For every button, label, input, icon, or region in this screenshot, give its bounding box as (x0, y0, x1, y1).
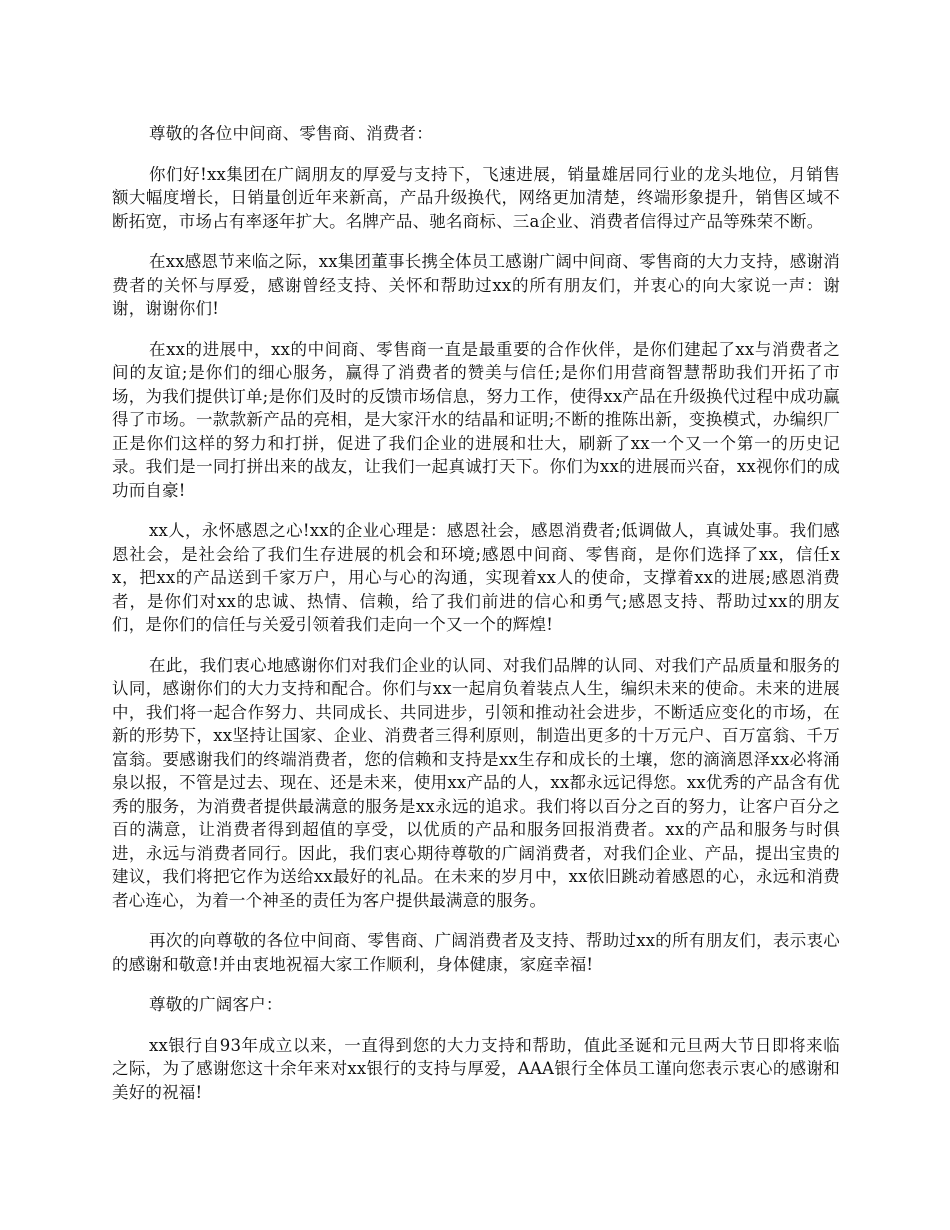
paragraph-greeting: 你们好!xx集团在广阔朋友的厚爱与支持下，飞速进展，销量雄居同行业的龙头地位，月销售额大幅度增长，日销量创近年来新高，产品升级换代，网络更加清楚，终端形象提升，销售区域不断拓宽，市场占有率逐年扩大。名牌产品、驰名商标、三a企业、消费者信得过产品等殊荣不断。 (112, 164, 840, 231)
salutation-dealers: 尊敬的各位中间商、零售商、消费者： (149, 124, 433, 143)
paragraph-gratitude: xx人，永怀感恩之心!xx的企业心理是：感恩社会，感恩消费者;低调做人，真诚处事。我们感恩社会，是社会给了我们生存进展的机会和环境;感恩中间商、零售商，是你们选择了xx，信任xx，把xx的产品送到千家万户，用心与心的沟通，实现着xx人的使命，支撑着xx的进展;感恩消费者，是你们对xx的忠诚、热情、信赖，给了我们前进的信心和勇气;感恩支持、帮助过xx的朋友们，是你们的信任与关爱引领着我们走向一个又一个的辉煌! (112, 521, 840, 634)
paragraph-closing-wishes: 再次的向尊敬的各位中间商、零售商、广阔消费者及支持、帮助过xx的所有朋友们，表示衷心的感谢和敬意!并由衷地祝福大家工作顺利，身体健康，家庭幸福! (112, 931, 840, 974)
paragraph-appreciation: 在此，我们衷心地感谢你们对我们企业的认同、对我们品牌的认同、对我们产品质量和服务的认同，感谢你们的大力支持和配合。你们与xx一起肩负着装点人生，编织未来的使命。未来的进展中，我们将一起合作努力、共同成长、共同进步，引领和推动社会进步，不断适应变化的市场，在新的形势下，xx坚持让国家、企业、消费者三得利原则，制造出更多的十万元户、百万富翁、千万富翁。要感谢我们的终端消费者，您的信赖和支持是xx生存和成长的土壤，您的滴滴恩泽xx必将涌泉以报，不管是过去、现在、还是未来，使用xx产品的人，xx都永远记得您。xx优秀的产品含有优秀的服务，为消费者提供最满意的服务是xx永远的追求。我们将以百分之百的努力，让客户百分之百的满意，让消费者得到超值的享受，以优质的产品和服务回报消费者。xx的产品和服务与时俱进，永远与消费者同行。因此，我们衷心期待尊敬的广阔消费者，对我们企业、产品，提出宝贵的建议，我们将把它作为送给xx最好的礼品。在未来的岁月中，xx依旧跳动着感恩的心，永远和消费者心连心，为着一个神圣的责任为客户提供最满意的服务。 (112, 655, 840, 910)
paragraph-partners: 在xx的进展中，xx的中间商、零售商一直是最重要的合作伙伴，是你们建起了xx与消费者之间的友谊;是你们的细心服务，赢得了消费者的赞美与信任;是你们用营商智慧帮助我们开拓了市场，为我们提供订单;是你们及时的反馈市场信息，努力工作，使得xx产品在升级换代过程中成功赢得了市场。一款款新产品的亮相，是大家汗水的结晶和证明;不断的推陈出新，变换模式，办编织厂正是你们这样的努力和打拼，促进了我们企业的进展和壮大，刷新了xx一个又一个第一的历史记录。我们是一同打拼出来的战友，让我们一起真诚打天下。你们为xx的进展而兴奋，xx视你们的成功而自豪! (112, 339, 840, 500)
salutation-customers: 尊敬的广阔客户： (149, 995, 283, 1014)
paragraph-thanksgiving: 在xx感恩节来临之际，xx集团董事长携全体员工感谢广阔中间商、零售商的大力支持，感谢消费者的关怀与厚爱，感谢曾经支持、关怀和帮助过xx的所有朋友们，并衷心的向大家说一声：谢谢，谢谢你们! (112, 252, 840, 318)
document-body (112, 122, 840, 1121)
paragraph-bank: xx银行自93年成立以来，一直得到您的大力支持和帮助，值此圣诞和元旦两大节日即将来临之际，为了感谢您这十余年来对xx银行的支持与厚爱，AAA银行全体员工谨向您表示衷心的感谢和美好的祝福! (112, 1035, 840, 1102)
